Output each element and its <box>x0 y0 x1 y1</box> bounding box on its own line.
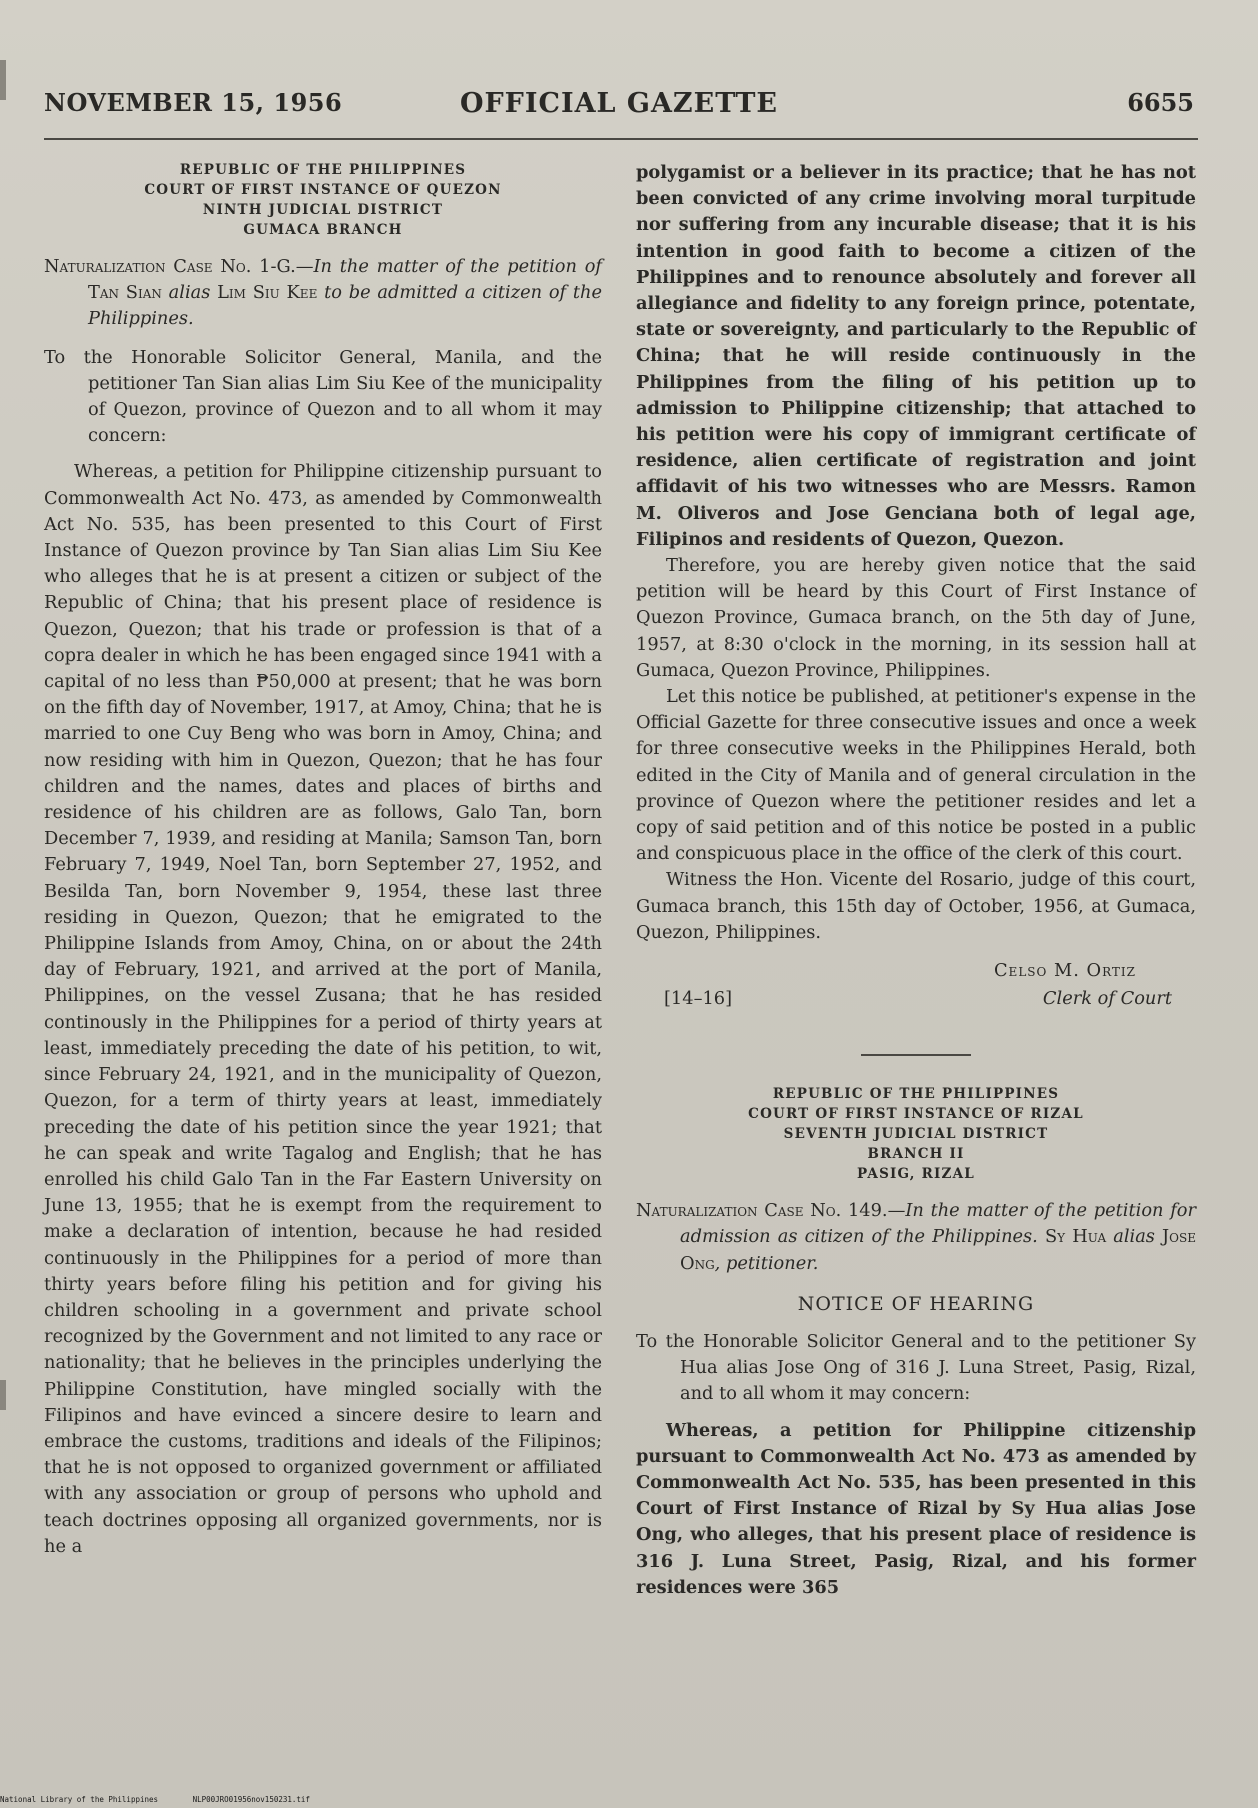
court-line: BRANCH II <box>867 1146 965 1163</box>
publication-title: OFFICIAL GAZETTE <box>459 88 779 119</box>
case-matter: —In the matter of the petition for admission as citizen of the Philippines. <box>680 1200 1196 1248</box>
notice-of-hearing-heading: NOTICE OF HEARING <box>797 1292 1035 1315</box>
case-tail: , petitioner. <box>714 1252 819 1274</box>
petition-paragraph-rizal: Whereas, a petition for Philippine citizenship pursuant to Commonwealth Act No. 473 as amended by Commonwealth Act No. 535, has been presented in this Court of First Instance of Rizal by Sy Hua alias Jose Ong, who alleges, that his present place of residence is 316 J. Luna Street, Pasig, Rizal, and his former residences were 365 <box>636 1419 1196 1598</box>
petition-paragraph: Whereas, a petition for Philippine citizenship pursuant to Commonwealth Act No. 473, as amended by Commonwealth Act No. 535, has been presented to this Court of First Instance of Quezon province by Tan Sian alias Lim Siu Kee who alleges that he is at present a citizen or subject of the Republic of China; that his present place of residence is Quezon, Quezon; that his trade or profession is that of a copra dealer in which he has been engaged since 1941 with a capital of no less than ₱50,000 at present; that he was born on the fifth day of November, 1917, at Amoy, China; that he is married to one Cuy Beng who was born in Amoy, China; and now residing with him in Quezon, Quezon; that he has four children and the names, dates and places of births and residence of his children are as follows, Galo Tan, born December 7, 1939, and residing at Manila; Samson Tan, born February 7, 1949, Noel Tan, born September 27, 1952, and Besilda Tan, born November 9, 1954, these last three residing in Quezon, Quezon; that he emigrated to the Philippine Islands from Amoy, China, on or about the 24th day of February, 1921, and arrived at the port of Manila, Philippines, on the vessel Zusana; that he has resided continously in the Philippines for a period of thirty years at least, immediately preceding the date of his petition, to wit, since February 24, 1921, and in the municipality of Quezon, Quezon, for a term of thirty years at least, immediately preceding the date of his petition since the year 1921; that he can speak and write Tagalog and English; that he has enrolled his child Galo Tan in the Far Eastern University on June 13, 1955; that he is exempt from the requirement to make a declaration of intention, because he had resided continuously in the Philippines for a period of more than thirty years before filing his petition and for giving his children schooling in a government and private school recognized by the Government and not limited to any race or nationality; that he believes in the principles underlying the Philippine Constitution, have mingled socially with the Filipinos and have evinced a sincere desire to learn and embrace the customs, traditions and ideals of the Filipinos; that he is not opposed to organized government or affiliated with any association or group of persons who uphold and teach doctrines opposing all organized governments, nor is he a <box>44 461 602 1557</box>
scan-footer <box>0 1795 340 1804</box>
header-rule <box>44 138 1198 140</box>
scan-edge-mark <box>0 1380 6 1410</box>
court-heading-quezon <box>44 160 602 240</box>
petitioner-alias: Jose Ong <box>680 1226 1196 1274</box>
scan-edge-mark <box>0 60 6 100</box>
scan-filename: NLP00JRO01956nov150231.tif <box>192 1795 310 1804</box>
address-line: To the Honorable Solicitor General and to the petitioner Sy Hua alias Jose Ong of 316 J. Luna Street, Pasig, Rizal, and to all whom it may concern: <box>636 1330 1196 1405</box>
case-label: Naturalization Case No. 1-G. <box>44 256 296 277</box>
court-line: SEVENTH JUDICIAL DISTRICT <box>783 1126 1049 1143</box>
petitioner-name: Sy Hua <box>1044 1226 1107 1248</box>
petitioner-alias: Lim Siu Kee <box>217 282 318 304</box>
clerk-name: Celso M. Ortiz <box>993 960 1136 982</box>
petitioner-name: Tan Sian <box>88 282 162 304</box>
court-line: COURT OF FIRST INSTANCE OF QUEZON <box>144 182 502 198</box>
library-credit: National Library of the Philippines <box>0 1795 159 1804</box>
court-heading-rizal <box>636 1084 1196 1184</box>
page-header <box>44 88 1194 128</box>
court-line: GUMACA BRANCH <box>243 222 403 238</box>
case-matter: —In the matter of the petition of <box>295 256 602 277</box>
issue-date: NOVEMBER 15, 1956 <box>44 88 343 117</box>
page-number: 6655 <box>1127 88 1194 117</box>
case-title-1g <box>44 254 602 333</box>
publication-paragraph: Let this notice be published, at petitioner's expense in the Official Gazette for three consecutive issues and once a week for three consecutive weeks in the Philippines Herald, both edited in the City of Manila and of general circulation in the province of Quezon where the petitioner resides and let a copy of said petition and of this notice be posted in a public and conspicuous place in the office of the clerk of this court. <box>636 686 1196 865</box>
court-line: REPUBLIC OF THE PHILIPPINES <box>772 1086 1060 1103</box>
hearing-paragraph: Therefore, you are hereby given notice that the said petition will be heard by this Court of First Instance of Quezon Province, Gumaca branch, on the 5th day of June, 1957, at 8:30 o'clock in the morning, in its session hall at Gumaca, Quezon Province, Philippines. <box>636 555 1196 681</box>
court-line: NINTH JUDICIAL DISTRICT <box>202 202 444 218</box>
court-line: PASIG, RIZAL <box>857 1166 975 1183</box>
court-line: COURT OF FIRST INSTANCE OF RIZAL <box>748 1106 1084 1123</box>
section-divider <box>861 1054 971 1056</box>
right-column <box>636 160 1196 1601</box>
petition-paragraph-continued: polygamist or a believer in its practice; that he has not been convicted of any crime involving moral turpitude nor suffering from any incurable disease; that it is his intention in good faith to become a citizen of the Philippines and to renounce absolutely and forever all allegiance and fidelity to any foreign prince, potentate, state or sovereignty, and particularly to the Republic of China; that he will reside continuously in the Philippines from the filing of his petition up to admission to Philippine citizenship; that attached to his petition were his copy of immigrant certificate of residence, alien certificate of registration and joint affidavit of his two witnesses who are Messrs. Ramon M. Oliveros and Jose Genciana both of legal age, Filipinos and residents of Quezon, Quezon. <box>636 162 1196 550</box>
case-label: Naturalization Case No. 149. <box>636 1200 888 1222</box>
clerk-title: Clerk of Court <box>1042 988 1172 1010</box>
court-line: REPUBLIC OF THE PHILIPPINES <box>179 162 467 178</box>
witness-paragraph: Witness the Hon. Vicente del Rosario, judge of this court, Gumaca branch, this 15th day of October, 1956, at Gumaca, Quezon, Philippines. <box>636 869 1196 943</box>
alias-word: alias <box>161 282 218 304</box>
signature-block <box>636 956 1196 1034</box>
issue-reference: [14–16] <box>664 988 733 1010</box>
address-line: To the Honorable Solicitor General, Manila, and the petitioner Tan Sian alias Lim Siu Kee of the municipality of Quezon, province of Quezon and to all whom it may concern: <box>44 346 602 447</box>
left-column <box>44 160 602 1560</box>
alias-word: alias <box>1106 1226 1163 1248</box>
case-tail: to be admitted a citizen of the Philippines. <box>88 282 602 330</box>
case-title-149 <box>636 1198 1196 1277</box>
